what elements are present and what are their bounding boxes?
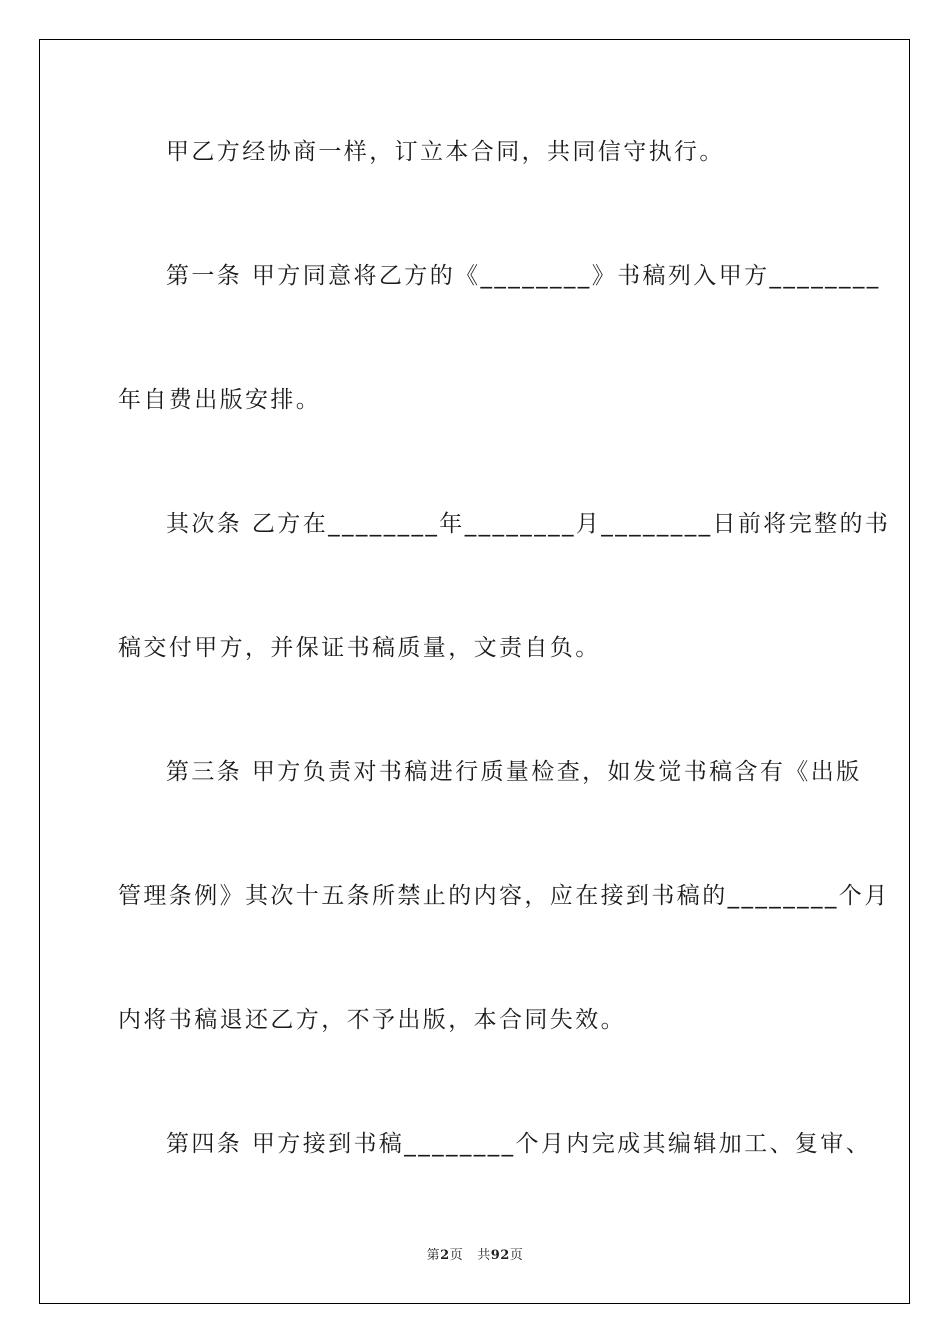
paragraph-intro: 甲乙方经协商一样，订立本合同，共同信守执行。 [166,139,725,165]
total-prefix: 共 [477,1248,491,1263]
article-3-line-3: 内将书稿退还乙方，不予出版，本合同失效。 [118,1007,626,1033]
page-footer [0,1247,950,1265]
page-prefix: 第 [426,1248,441,1263]
article-1-line-2: 年自费出版安排。 [118,387,322,413]
page-number: 2 [440,1248,450,1263]
article-2-line-1: 其次条 乙方在________年________月________日前将完整的书 [166,511,891,537]
total-suffix: 页 [509,1248,524,1263]
page-suffix: 页 [449,1248,464,1263]
article-1-line-1: 第一条 甲方同意将乙方的《________》书稿列入甲方________ [166,263,881,289]
page-border [39,39,910,1304]
article-4-line-1: 第四条 甲方接到书稿________个月内完成其编辑加工、复审、 [166,1131,872,1157]
total-pages: 92 [490,1248,510,1263]
article-2-line-2: 稿交付甲方，并保证书稿质量，文责自负。 [118,635,601,661]
article-3-line-1: 第三条 甲方负责对书稿进行质量检查，如发觉书稿含有《出版 [166,759,862,785]
article-3-line-2: 管理条例》其次十五条所禁止的内容，应在接到书稿的________个月 [118,883,890,909]
